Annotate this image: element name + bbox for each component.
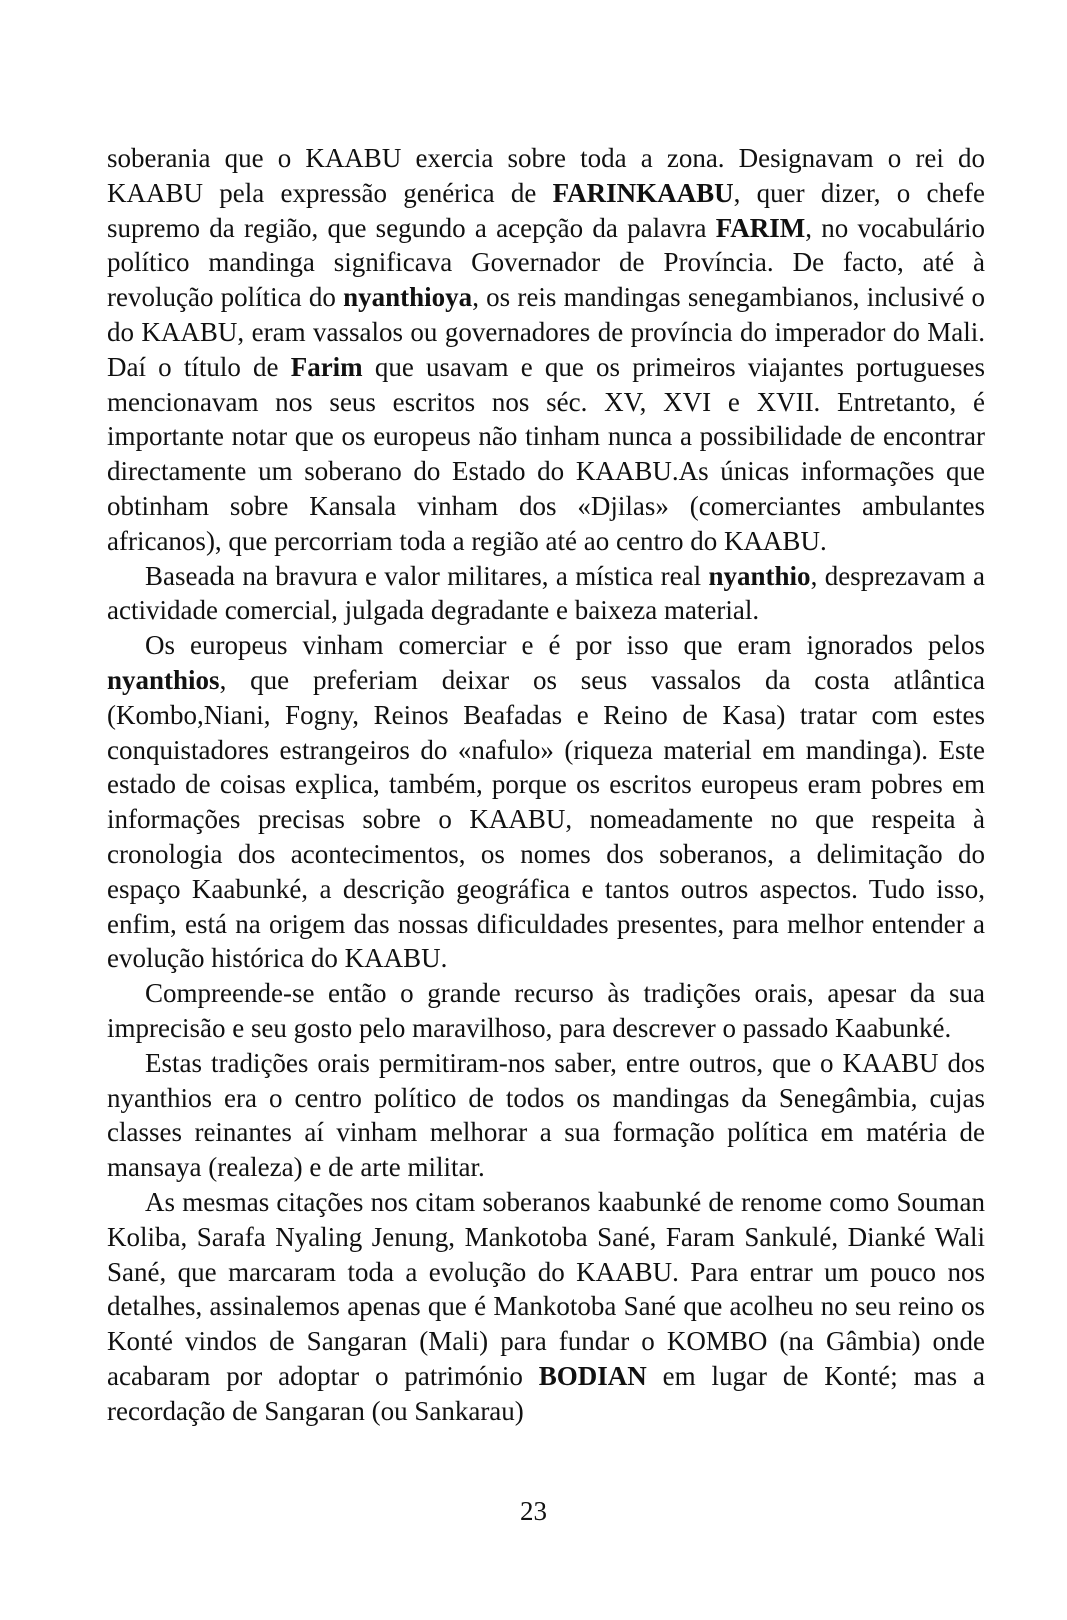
bold-term: FARIM [715, 212, 806, 243]
text-run: em lugar de Konté; mas a recordação de Sangaran (ou Sankarau) [107, 1360, 985, 1426]
text-run: , os reis mandingas senegambianos, inclusivé o do KAABU, eram vassalos ou governadores de província do imperador do Mali. Daí o título de [107, 282, 986, 382]
text-run: , desprezavam a actividade comercial, julgada degradante e baixeza material. [107, 560, 985, 626]
text-run: soberania que o KAABU exercia sobre toda a zona. Designavam o rei do KAABU pela expressão genérica de [107, 143, 985, 208]
text-run: , que preferiam deixar os seus vassalos da costa atlântica (Kombo,Niani, Fogny, Reinos Beafadas e Reino de Kasa) tratar com estes conquistadores estrangeiros do «nafulo» (riqueza material em mandinga). Este estado de coisas explica, também, porque os escritos europeus eram pobres em informações precisas sobre o KAABU, nomeadamente no que respeita à cronologia dos acontecimentos, os nomes dos soberanos, a delimitação do espaço Kaabunké, a descrição geográfica e tantos outros aspectos. Tudo isso, enfim, está na origem das nossas dificuldades presentes, para melhor entender a evolução histórica do KAABU. [107, 664, 985, 974]
bold-term: Farim [290, 351, 363, 382]
paragraph [107, 1046, 985, 1185]
text-run: , quer dizer, o chefe supremo da região, que segundo a acepção da palavra [107, 177, 985, 243]
text-run: As mesmas citações nos citam soberanos kaabunké de renome como Souman Koliba, Sarafa Nyaling Jenung, Mankotoba Sané, Faram Sankulé, Dianké Wali Sané, que marcaram toda a evolução do KAABU. Para entrar um pouco nos detalhes, assinalemos apenas que é Mankotoba Sané que acolheu no seu reino os Konté vindos de Sangaran (Mali) para fundar o KOMBO (na Gâmbia) onde acabaram por adoptar o património [107, 1186, 985, 1391]
bold-term: FARINKAABU [552, 177, 734, 208]
paragraph [107, 559, 985, 629]
body-text [107, 141, 985, 1428]
text-run: que usavam e que os primeiros viajantes portugueses mencionavam nos seus escritos nos séc. XV, XVI e XVII. Entretanto, é importante notar que os europeus não tinham nunca a possibilidade de encontrar directamente um soberano do Estado do KAABU.As únicas informações que obtinham sobre Kansala vinham dos «Djilas» (comerciantes ambulantes africanos), que percorriam toda a região até ao centro do KAABU. [107, 351, 985, 556]
bold-term: nyanthio [708, 560, 811, 591]
paragraph [107, 976, 985, 1046]
text-run: Estas tradições orais permitiram-nos saber, entre outros, que o KAABU dos nyanthios era o centro político de todos os mandingas da Senegâmbia, cujas classes reinantes aí vinham melhorar a sua formação política em matéria de mansaya (realeza) e de arte militar. [107, 1047, 985, 1183]
text-run: Compreende-se então o grande recurso às tradições orais, apesar da sua imprecisão e seu gosto pelo maravilhoso, para descrever o passado Kaabunké. [107, 978, 985, 1043]
bold-term: BODIAN [538, 1360, 647, 1391]
bold-term: nyanthios [107, 664, 220, 695]
text-run: Baseada na bravura e valor militares, a mística real [145, 560, 709, 591]
paragraph [107, 628, 985, 976]
paragraph [107, 1185, 985, 1429]
text-run: Os europeus vinham comerciar e é por isso que eram ignorados pelos [145, 630, 985, 661]
bold-term: nyanthioya [343, 282, 473, 313]
page-number: 23 [520, 1496, 547, 1526]
paragraph [107, 141, 985, 559]
text-run: , no vocabulário político mandinga significava Governador de Província. De facto, até à revolução política do [107, 212, 985, 313]
